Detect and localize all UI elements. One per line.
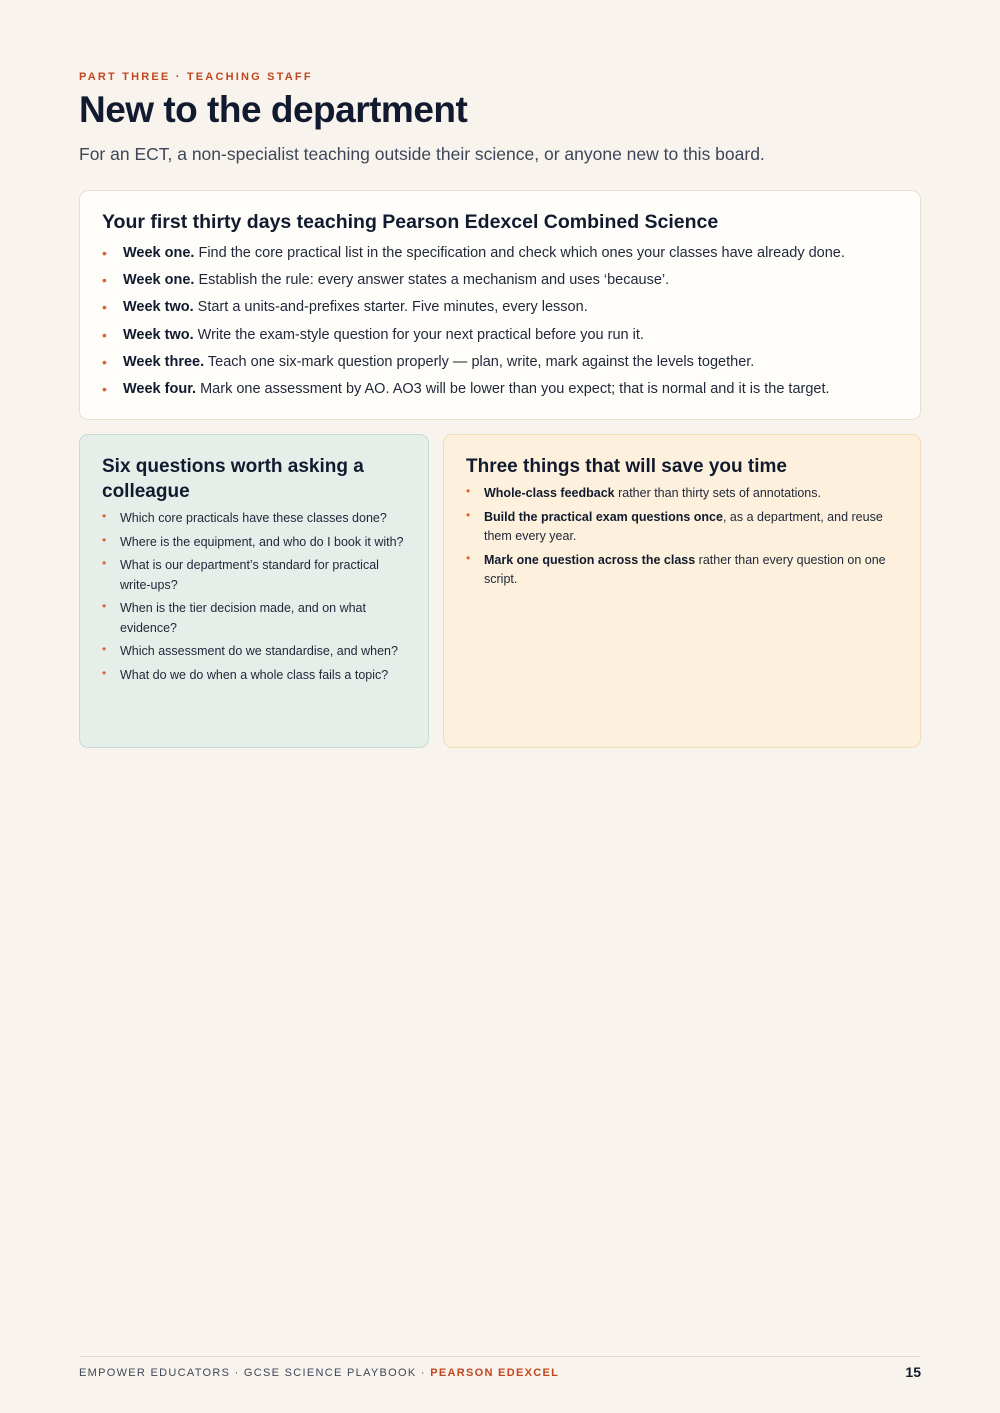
list-item (102, 666, 406, 686)
list-item (102, 509, 406, 529)
item-text: When is the tier decision made, and on what evidence? (120, 601, 366, 635)
footer-divider (79, 1356, 921, 1357)
bullet-icon: • (102, 556, 107, 570)
bullet-icon: • (102, 353, 107, 370)
page (79, 0, 921, 1413)
bullet-icon: • (102, 245, 107, 261)
bullet-icon: • (102, 299, 107, 316)
item-text: rather than every question on one script. (484, 552, 886, 586)
item-text: What is our department’s standard for practical write-ups? (120, 558, 379, 592)
first-thirty-days-list (102, 240, 898, 403)
item-text: Teach one six-mark question properly — plan, write, mark against the levels together. (204, 353, 755, 370)
list-item (102, 240, 898, 267)
item-text: Start a units-and-prefixes starter. Five minutes, every lesson. (193, 299, 588, 316)
first-thirty-days-heading: Your first thirty days teaching Pearson Edexcel Combined Science (102, 211, 719, 233)
bullet-icon: • (102, 665, 107, 680)
bullet-icon: • (466, 550, 471, 565)
bullet-icon: • (466, 484, 471, 498)
item-lead: Whole-class feedback (484, 486, 615, 500)
bullet-icon: • (102, 532, 107, 547)
list-item (466, 508, 898, 547)
three-things-card (443, 434, 921, 748)
item-text: Which core practicals have these classes done? (120, 511, 387, 525)
item-lead: Week four. (123, 381, 197, 398)
list-item (102, 322, 898, 349)
six-questions-card (79, 434, 429, 748)
list-item (102, 642, 406, 662)
list-item (102, 294, 898, 321)
list-item (102, 267, 898, 294)
six-questions-list (102, 509, 406, 685)
list-item (466, 551, 898, 590)
page-title: New to the department (79, 89, 468, 130)
item-text: Where is the equipment, and who do I book it with? (120, 534, 404, 549)
item-text: What do we do when a whole class fails a topic? (120, 667, 389, 682)
page-subtitle: For an ECT, a non-specialist teaching outside their science, or anyone new to this board. (79, 144, 765, 164)
item-text: Find the core practical list in the specification and check which ones your classes have already done. (194, 245, 845, 261)
item-lead: Week three. (123, 353, 205, 370)
bullet-icon: • (102, 509, 107, 523)
item-text: , as a department, and reuse them every year. (484, 509, 883, 543)
list-item (102, 556, 406, 595)
page-number: 15 (905, 1364, 921, 1380)
item-lead: Week one. (123, 272, 195, 289)
list-item (102, 599, 406, 638)
item-lead: Week one. (123, 245, 195, 261)
bullet-icon: • (102, 381, 107, 398)
item-lead: Week two. (123, 299, 194, 316)
bullet-icon: • (102, 599, 107, 613)
bullet-icon: • (102, 326, 107, 343)
item-lead: Week two. (123, 326, 194, 343)
bullet-icon: • (102, 272, 107, 289)
footer-title (79, 1367, 559, 1379)
item-text: Mark one assessment by AO. AO3 will be lower than you expect; that is normal and it is the target. (196, 381, 830, 398)
bullet-icon: • (102, 642, 107, 656)
item-text: Which assessment do we standardise, and when? (120, 644, 398, 658)
list-item (466, 484, 898, 504)
list-item (102, 349, 898, 376)
item-lead: Build the practical exam questions once (484, 509, 723, 524)
section-eyebrow: PART THREE · TEACHING STAFF (79, 71, 313, 83)
item-text: Establish the rule: every answer states a mechanism and uses ‘because’. (194, 272, 670, 289)
footer-brand: PEARSON EDEXCEL (430, 1367, 560, 1379)
six-questions-heading: Six questions worth asking a colleague (102, 456, 364, 502)
bullet-icon: • (466, 507, 471, 522)
item-text: Write the exam-style question for your next practical before you run it. (193, 326, 644, 343)
list-item (102, 376, 898, 403)
three-things-list (466, 484, 898, 590)
item-text: rather than thirty sets of annotations. (614, 486, 821, 500)
list-item (102, 533, 406, 553)
first-thirty-days-card (79, 190, 921, 420)
item-lead: Mark one question across the class (484, 552, 696, 567)
three-things-heading: Three things that will save you time (466, 456, 787, 477)
footer-series: EMPOWER EDUCATORS · GCSE SCIENCE PLAYBOOK · (79, 1367, 431, 1379)
